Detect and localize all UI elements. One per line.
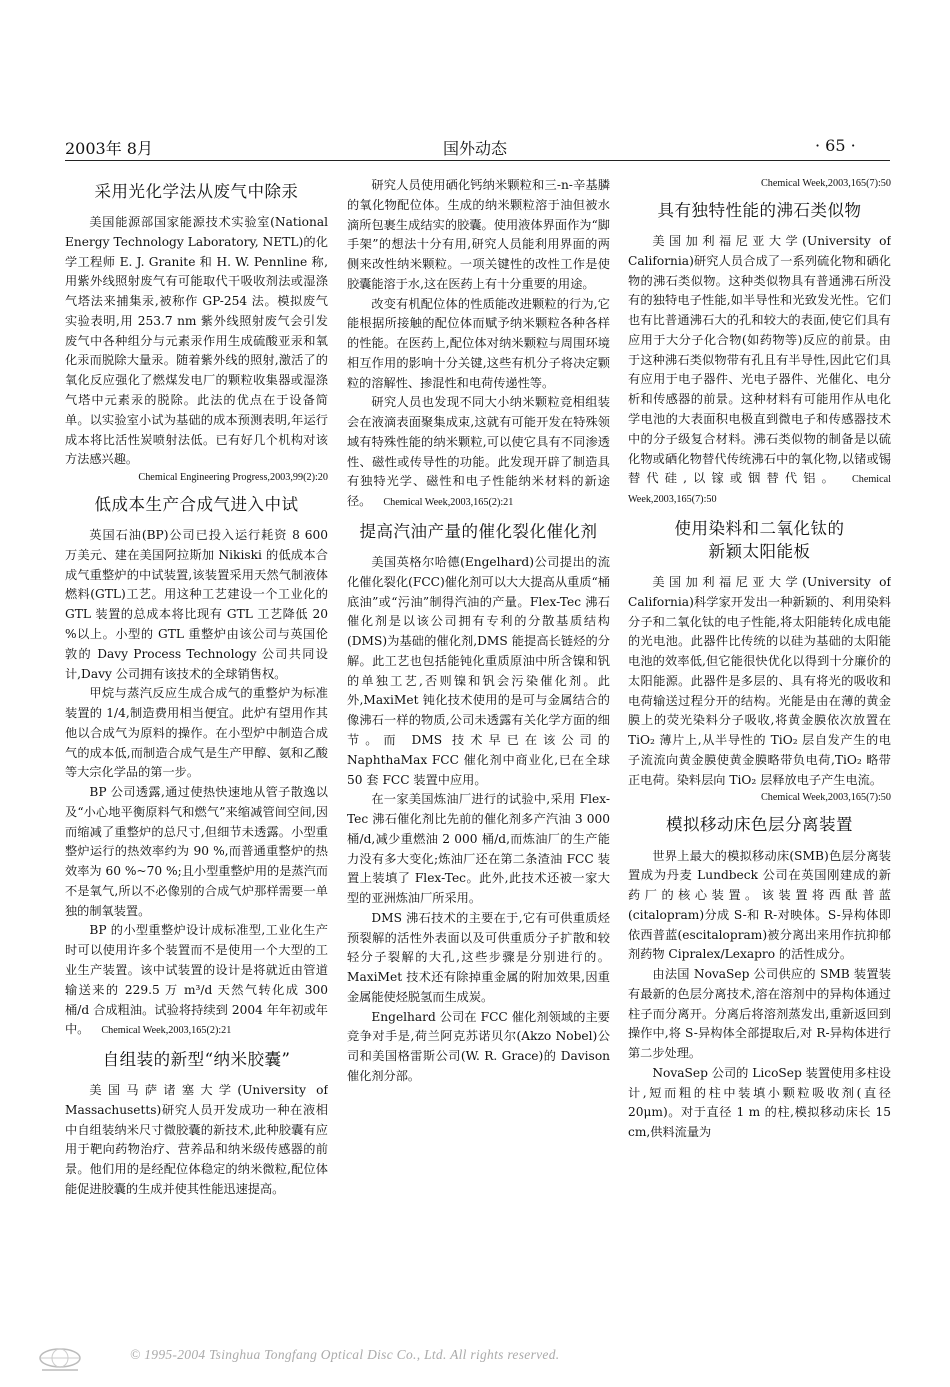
article-smb-chromatography — [628, 813, 891, 1143]
article-source: Chemical Week,2003,165(2):21 — [101, 1025, 232, 1037]
paragraph-text: 美国加利福尼亚大学(University of California)研究人员合成了一系列硫化物和硒化物的沸石类似物。这种类似物具有普通沸石所没有的独特电子性能,如半导性和光致发光性。它们也有比普通沸石大的孔和较大的表面,使它们具有应用于大分子化合物(如药物等)反应的前景。由于这种沸石类似物带有孔且有半导性,因此它们具有应用于电子器件、光电子器件、光催化、电分析和传感器的前景。这种材料有可能用作从电化学电池的大表面积电极直到微电子和传感器技术中的分子级复合材料。沸石类似物的制备是以硫化物或硒化物替代传统沸石中的氧化物,以锗或锡替代硅,以镓或铟替代铝。 — [628, 234, 891, 486]
page-footer — [30, 1342, 930, 1378]
article-paragraph — [347, 393, 610, 512]
article-mercury-removal — [65, 180, 328, 483]
column-2 — [347, 176, 610, 1292]
article-paragraph: 世界上最大的模拟移动床(SMB)色层分离装置成为丹麦 Lundbeck 公司在英国刚建成的新药厂的核心装置。该装置将西酞普蓝(citalopram)分成 S-和 R-对映体。S-异构体即依西普蓝(escitalopram)被分离出来用作抗抑郁剂药物 Cipralex/Lexapro 的活性成分。 — [628, 848, 891, 962]
title-line: 新颖太阳能板 — [708, 541, 811, 561]
article-title: 提高汽油产量的催化裂化催化剂 — [359, 522, 598, 542]
article-source: Chemical Week,2003,165(7):50 — [761, 178, 891, 189]
article-paragraph: BP 公司透露,通过使热快速地从管子散逸以及“小心地平衡原料气和燃气”来缩减管间空间,因而缩减了重整炉的总尺寸,但细节未透露。小型重整炉运行的热效率约为 90 %,而普通重整炉的热效率为 60 %~70 %;且小型重整炉用的是蒸汽而不是氧气,所以不必像别的合成气炉那样需要一单独的制氧装置。 — [65, 785, 328, 918]
header-rule — [65, 160, 890, 161]
article-paragraph: 甲烷与蒸汽反应生成合成气的重整炉为标准装置的 1/4,制造费用相当便宜。此炉有望用作其他以合成气为原料的操作。在小型炉中制造合成气的成本低,而制造合成气是生产甲醇、氨和乙酸等大宗化学品的第一步。 — [65, 686, 328, 780]
article-title: 自组装的新型“纳米胶囊” — [102, 1050, 291, 1070]
article-nanocapsule — [65, 1048, 328, 1200]
article-paragraph: 英国石油(BP)公司已投入运行耗资 8 600 万美元、建在美国阿拉斯加 Nikiski 的低成本合成气重整炉的中试装置,该装置采用天然气制液体燃料(GTL)工艺。用这种工艺建设一个工业化的 GTL 装置的总成本将比现有 GTL 工艺降低 20 %以上。小型的 GTL 重整炉由该公司与英国伦敦的 Davy Process Technology 公司共同设计,Davy 公司拥有该技术的全球销售权。 — [65, 528, 328, 681]
page-number: · 65 · — [815, 136, 856, 155]
article-paragraph — [65, 921, 328, 1040]
article-paragraph: 美国能源部国家能源技术实验室(National Energy Technology Laboratory, NETL)的化学工程师 E. J. Granite 和 H. W. Pennline 称,用紫外线照射废气有可能取代干吸收剂法或湿涤气塔法来捕集汞,被称作 GP-254 法。模拟废气实验表明,用 253.7 nm 紫外线照射废气会引发废气中各种组分与元素汞作用生成硫酸亚汞和氧化汞而脱除大量汞。随着紫外线的照射,激活了的氧化反应强化了燃煤发电厂的颗粒收集器或湿涤气塔中元素汞的脱除。此法的优点在于设备简单。以实验室小试为基础的成本预测表明,年运行成本将比活性炭喷射法低。已有好几个机构对该方法感兴趣。 — [65, 215, 328, 467]
article-paragraph: 美国马萨诸塞大学(University of Massachusetts)研究人员开发成功一种在液相中自组装纳米尺寸微胶囊的新技术,此种胶囊有应用于靶向药物治疗、营养品和纳米级传感器的前景。他们用的是经配位体稳定的纳米微粒,配位体能促进胶囊的生成并使其性能迅速提高。 — [65, 1083, 328, 1196]
article-title: 采用光化学法从废气中除汞 — [94, 182, 299, 201]
article-paragraph — [628, 232, 891, 509]
issue-date: 2003年 8月 — [65, 139, 153, 158]
article-paragraph: 美国加利福尼亚大学(University of California)科学家开发出一种新颖的、利用染料分子和二氧化钛的电子性能,将太阳能转化成电能的光电池。此器件比传统的以硅为基础的太阳能电池的效率低,但它能很快优化以得到十分廉价的太阳能源。此器件是多层的、具有将光的吸收和电荷输送过程分开的结构。光能是由在薄的黄金膜上的荧光染料分子吸收,将黄金膜依次放置在 TiO₂ 薄片上,从半导性的 TiO₂ 层自发产生的电子流流向黄金膜使黄金膜略带负电荷,TiO₂ 略带正电荷。染料层向 TiO₂ 层释放电子产生电流。 — [628, 575, 891, 787]
article-paragraph: 在一家美国炼油厂进行的试验中,采用 Flex-Tec 沸石催化剂比先前的催化剂多产汽油 3 000 桶/d,减少重燃油 2 000 桶/d,而炼油厂的生产能力没有多大变化;炼油厂还在第二条渣油 FCC 装置上装填了 Flex-Tec。此外,此技术还被一家大型的亚洲炼油厂所采用。 — [347, 792, 610, 906]
paragraph-text: BP 的小型重整炉设计成标准型,工业化生产时可以使用许多个装置而不是使用一个大型的工业生产装置。该中试装置的设计是将就近由管道输送来的 229.5 万 m³/d 天然气转化成 300 桶/d 合成粗油。试验将持续到 2004 年年初或年中。 — [65, 923, 328, 1037]
article-zeolite-analog — [628, 199, 891, 509]
article-title: 具有独特性能的沸石类似物 — [657, 201, 862, 220]
article-paragraph: DMS 沸石技术的主要在于,它有可供重质烃预裂解的活性外表面以及可供重质分子扩散和较轻分子裂解的大孔,这些步骤是分别进行的。MaxiMet 技术还有除掉重金属的附加效果,因重金属能使烃脱氢而生成炭。 — [347, 910, 610, 1004]
article-syngas — [65, 493, 328, 1040]
article-paragraph: 美国英格尔哈德(Engelhard)公司提出的流化催化裂化(FCC)催化剂可以大大提高从重质“桶底油”或“污油”制得汽油的产量。Flex-Tec 沸石催化剂是以该公司拥有专利的分散基质结构(DMS)为基础的催化剂,DMS 能提高长链烃的分解。此工艺也包括能钝化重质原油中所含镍和钒的单独工艺,否则镍和钒会污染催化剂。此外,MaxiMet 钝化技术使用的是可与金属结合的像沸石一样的物质,公司未透露有关化学方面的细节。而 DMS 技术早已在该公司的 NaphthaMax FCC 催化剂中商业化,已在全球 50 套 FCC 装置中应用。 — [347, 555, 610, 787]
article-paragraph: NovaSep 公司的 LicoSep 装置使用多柱设计,短而粗的柱中装填小颗粒吸收剂(直径 20μm)。对于直径 1 m 的柱,模拟移动床长 15 cm,供料流量为 — [628, 1065, 891, 1140]
article-source: Chemical Engineering Progress,2003,99(2):20 — [138, 472, 328, 484]
column-3 — [628, 176, 891, 1292]
article-title: 模拟移动床色层分离装置 — [666, 815, 853, 835]
column-1 — [65, 176, 328, 1292]
article-paragraph: 由法国 NovaSep 公司供应的 SMB 装置装有最新的色层分离技术,溶在溶剂中的异构体通过柱子而分离开。分离后将溶剂蒸发出,重新返回到操作中,将 S-异构体全部提取后,对 R-异构体进行第二步处理。 — [628, 967, 891, 1061]
article-source: Chemical Week,2003,165(7):50 — [628, 474, 891, 506]
article-solar-panel — [628, 517, 891, 804]
article-source: Chemical Week,2003,165(7):50 — [761, 792, 891, 804]
article-paragraph: 改变有机配位体的性质能改进颗粒的行为,它能根据所接触的配位体而赋予纳米颗粒各种各样的性能。在医药上,配位体对纳米颗粒与周围环境相互作用的影响十分关键,这些有机分子将决定颗粒的溶解性、掺混性和电荷传递性等。 — [347, 296, 610, 390]
publisher-logo-icon — [32, 1344, 88, 1374]
article-paragraph: Engelhard 公司在 FCC 催化剂领域的主要竞争对手是,荷兰阿克苏诺贝尔(Akzo Nobel)公司和美国格雷斯公司(W. R. Grace)的 Davison 催化剂分部。 — [347, 1009, 610, 1084]
article-title: 低成本生产合成气进入中试 — [94, 495, 299, 515]
article-title — [628, 517, 891, 563]
article-source: Chemical Week,2003,165(2):21 — [383, 497, 514, 509]
title-line: 使用染料和二氧化钛的 — [674, 518, 845, 538]
section-title: 国外动态 — [443, 139, 508, 158]
article-paragraph: 研究人员使用硒化钙纳米颗粒和三-n-辛基膦的氧化物配位体。生成的纳米颗粒溶于油但被水滴所包裹生成结实的胶囊。使用液体界面作为“脚手架”的想法十分有用,研究人员能利用界面的两侧来改性纳米颗粒。一项关键性的改性工作是使胶囊能溶于水,这在医药上有十分重要的用途。 — [347, 178, 610, 291]
copyright-notice: © 1995-2004 Tsinghua Tongfang Optical Disc Co., Ltd. All rights reserved. — [130, 1347, 560, 1362]
article-fcc-catalyst — [347, 520, 610, 1087]
paragraph-text: 研究人员也发现不同大小纳米颗粒竞相组装会在液滴表面聚集成束,这就有可能开发在特殊领域有特殊性能的纳米颗粒,可以使它具有不同渗透性、磁性或传导性的功能。此发现开辟了制造具有独特光学、磁性和电子性能纳米材料的新途径。 — [347, 395, 610, 509]
